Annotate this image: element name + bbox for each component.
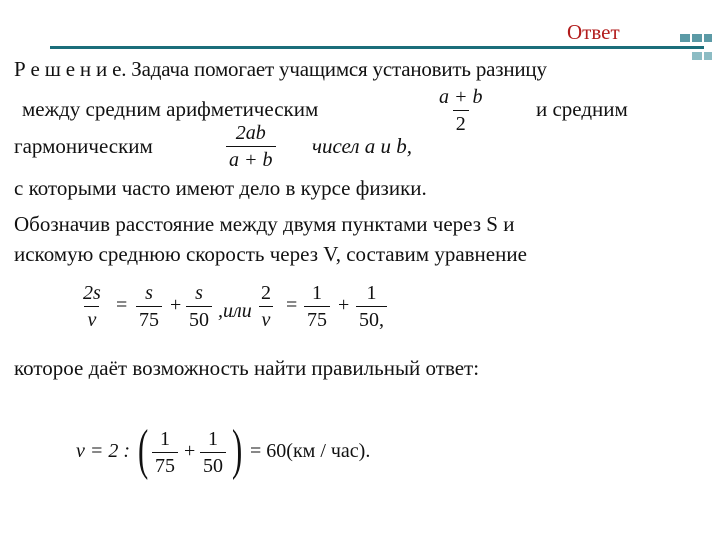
eq1-fraction-1-75 xyxy=(304,282,330,331)
right-paren: ) xyxy=(232,419,243,481)
frac-denominator: 50 xyxy=(186,306,212,331)
frac-numerator: 1 xyxy=(366,282,377,304)
eq1-fraction-s-75 xyxy=(136,282,162,331)
frac-numerator: 1 xyxy=(312,282,322,304)
frac-denominator: 50, xyxy=(356,306,387,331)
equals-sign: = xyxy=(286,294,298,316)
header-grid-cell xyxy=(704,34,712,42)
eq1-fraction-2-v xyxy=(258,282,274,331)
frac-numerator: 1 xyxy=(208,428,218,450)
eq1-fraction-2s-v xyxy=(80,282,104,331)
plus-sign: + xyxy=(170,294,182,316)
equals-sign: = xyxy=(116,294,128,316)
line-1: Р е ш е н и е. Задача помогает учащимся установить разницу xyxy=(14,57,547,81)
header-grid-cell xyxy=(692,52,702,60)
ili-word: ,или xyxy=(218,300,252,322)
frac-numerator: s xyxy=(145,282,153,304)
header-grid-cell xyxy=(680,34,690,42)
plus-sign: + xyxy=(338,294,350,316)
arithmetic-mean-fraction xyxy=(436,86,486,135)
plus-sign: + xyxy=(184,440,196,462)
header-grid-cell xyxy=(692,34,702,42)
header-grid-cell xyxy=(704,52,712,60)
line-2-b: и средним xyxy=(536,97,628,121)
left-paren: ( xyxy=(138,419,149,481)
answer-label: Ответ xyxy=(567,20,620,44)
frac-denominator: v xyxy=(259,306,274,331)
header-rule xyxy=(50,46,704,49)
line-2-a: между средним арифметическим xyxy=(22,97,319,121)
line-7: которое даёт возможность найти правильный ответ: xyxy=(14,356,480,380)
frac-denominator: 75 xyxy=(152,452,178,477)
eq2-lhs: v = 2 : xyxy=(76,440,131,462)
frac-numerator: 1 xyxy=(160,428,170,450)
line-5: Обозначив расстояние между двумя пунктами через S и xyxy=(14,212,515,236)
frac-numerator: 2ab xyxy=(235,122,266,144)
frac-denominator: 75 xyxy=(136,306,162,331)
line-3-b: чисел a и b, xyxy=(312,134,413,158)
frac-denominator: 50 xyxy=(200,452,226,477)
frac-denominator: a + b xyxy=(226,146,276,171)
line-4: с которыми часто имеют дело в курсе физики. xyxy=(14,176,427,200)
line-6: искомую среднюю скорость через V, составим уравнение xyxy=(14,242,527,266)
line-3-a: гармоническим xyxy=(14,134,153,158)
eq2-fraction-1-75 xyxy=(152,428,178,477)
frac-numerator: 2s xyxy=(83,282,101,304)
frac-denominator: 2 xyxy=(453,110,469,135)
frac-numerator: a + b xyxy=(439,86,483,108)
eq2-fraction-1-50 xyxy=(200,428,226,477)
eq1-fraction-s-50 xyxy=(186,282,212,331)
frac-denominator: 75 xyxy=(304,306,330,331)
frac-numerator: s xyxy=(195,282,203,304)
frac-numerator: 2 xyxy=(261,282,271,304)
eq2-rhs: = 60(км / час). xyxy=(250,440,371,462)
frac-denominator: v xyxy=(84,306,99,331)
harmonic-mean-fraction xyxy=(226,122,276,171)
eq1-fraction-1-50 xyxy=(356,282,387,331)
